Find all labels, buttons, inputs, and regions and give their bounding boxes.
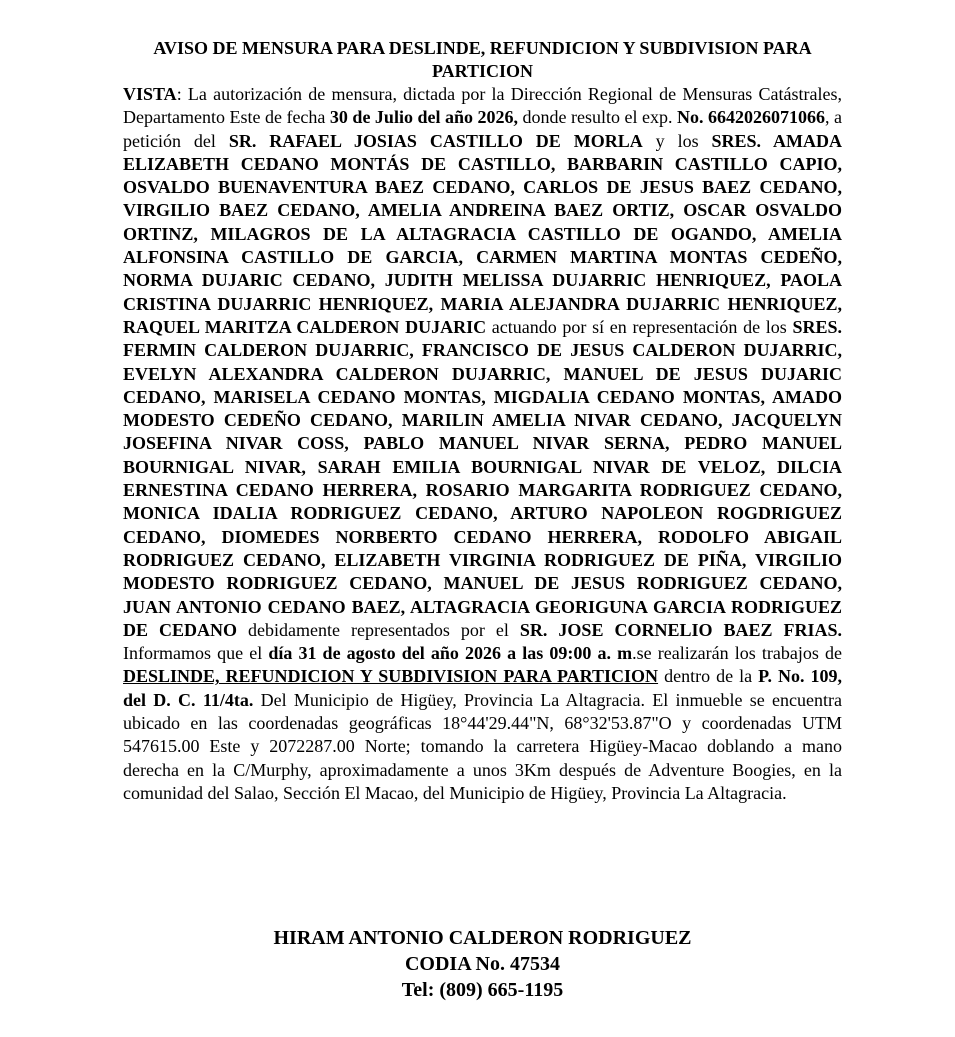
- signature-block: [123, 925, 842, 1003]
- notice-text-segment: SRES. AMADA ELIZABETH CEDANO MONTÁS DE CASTILLO, BARBARIN CASTILLO CAPIO, OSVALDO BUENAVENTURA BAEZ CEDANO, CARLOS DE JESUS BAEZ CEDANO, VIRGILIO BAEZ CEDANO, AMELIA ANDREINA BAEZ ORTIZ, OSCAR OSVALDO ORTINZ, MILAGROS DE LA ALTAGRACIA CASTILLO DE OGANDO, AMELIA ALFONSINA CASTILLO DE GARCIA, CARMEN MARTINA MONTAS CEDEÑO, NORMA DUJARIC CEDANO, JUDITH MELISSA DUJARRIC HENRIQUEZ, PAOLA CRISTINA DUJARRIC HENRIQUEZ, MARIA ALEJANDRA DUJARRIC HENRIQUEZ, RAQUEL MARITZA CALDERON DUJARIC: [123, 130, 842, 337]
- notice-text-segment: : La autorización de mensura, dictada por la Dirección Regional de Mensuras Catástrales, Departamento Este de fecha: [123, 84, 842, 128]
- notice-text-segment: y los: [642, 130, 712, 151]
- notice-text-segment: día 31 de agosto del año 2026 a las 09:00 a. m: [268, 643, 633, 664]
- notice-text-segment: SRES. FERMIN CALDERON DUJARRIC, FRANCISCO DE JESUS CALDERON DUJARRIC, EVELYN ALEXANDRA CALDERON DUJARRIC, MANUEL DE JESUS DUJARIC CEDANO, MARISELA CEDANO MONTAS, MIGDALIA CEDANO MONTAS, AMADO MODESTO CEDEÑO CEDANO, MARILIN AMELIA NIVAR CEDANO, JACQUELYN JOSEFINA NIVAR COSS, PABLO MANUEL NIVAR SERNA, PEDRO MANUEL BOURNIGAL NIVAR, SARAH EMILIA BOURNIGAL NIVAR DE VELOZ, DILCIA ERNESTINA CEDANO HERRERA, ROSARIO MARGARITA RODRIGUEZ CEDANO, MONICA IDALIA RODRIGUEZ CEDANO, ARTURO NAPOLEON ROGDRIGUEZ CEDANO, DIOMEDES NORBERTO CEDANO HERRERA, RODOLFO ABIGAIL RODRIGUEZ CEDANO, ELIZABETH VIRGINIA RODRIGUEZ DE PIÑA, VIRGILIO MODESTO RODRIGUEZ CEDANO, MANUEL DE JESUS RODRIGUEZ CEDANO, JUAN ANTONIO CEDANO BAEZ, ALTAGRACIA GEORIGUNA GARCIA RODRIGUEZ DE CEDANO: [123, 316, 842, 640]
- notice-text-segment: actuando por sí en representación de los: [486, 316, 793, 337]
- notice-text-segment: SR. RAFAEL JOSIAS CASTILLO DE MORLA: [228, 130, 643, 151]
- signer-name: HIRAM ANTONIO CALDERON RODRIGUEZ: [273, 927, 692, 949]
- notice-text-segment: debidamente representados por el: [237, 619, 520, 640]
- notice-title: AVISO DE MENSURA PARA DESLINDE, REFUNDICION Y SUBDIVISION PARA PARTICION: [153, 38, 812, 81]
- signer-phone: Tel: (809) 665-1195: [401, 979, 564, 1001]
- notice-text-segment: Del Municipio de Higüey, Provincia La Altagracia. El inmueble se encuentra ubicado en las coordenadas geográficas 18°44'29.44"N, 68°32'53.87"O y coordenadas UTM 547615.00 Este y 2072287.00 Norte; tomando la carretera Higüey-Macao doblando a mano derecha en la C/Murphy, aproximadamente a unos 3Km después de Adventure Boogies, en la comunidad del Salao, Sección El Macao, del Municipio de Higüey, Provincia La Altagracia.: [123, 689, 842, 803]
- signer-codia: CODIA No. 47534: [404, 953, 560, 975]
- notice-text-segment: No. 6642026071066: [676, 107, 825, 128]
- notice-text-segment: VISTA: [123, 84, 177, 104]
- notice: [123, 37, 842, 805]
- notice-text-segment: P. No. 109, del D. C. 11/4ta.: [123, 666, 843, 710]
- notice-text-segment: donde resulto el exp.: [517, 107, 677, 128]
- notice-text-segment: Informamos que el: [123, 643, 269, 664]
- notice-text-segment: , a petición del: [123, 107, 842, 151]
- notice-body: [123, 83, 842, 805]
- notice-text-segment: .se realizarán los trabajos de: [632, 643, 842, 664]
- notice-text-segment: 30 de Julio del año 2026,: [329, 107, 518, 128]
- notice-text-segment: DESLINDE, REFUNDICION Y SUBDIVISION PARA PARTICION: [123, 666, 659, 687]
- notice-text-segment: dentro de la: [658, 666, 759, 687]
- notice-text-segment: SR. JOSE CORNELIO BAEZ FRIAS.: [519, 619, 842, 640]
